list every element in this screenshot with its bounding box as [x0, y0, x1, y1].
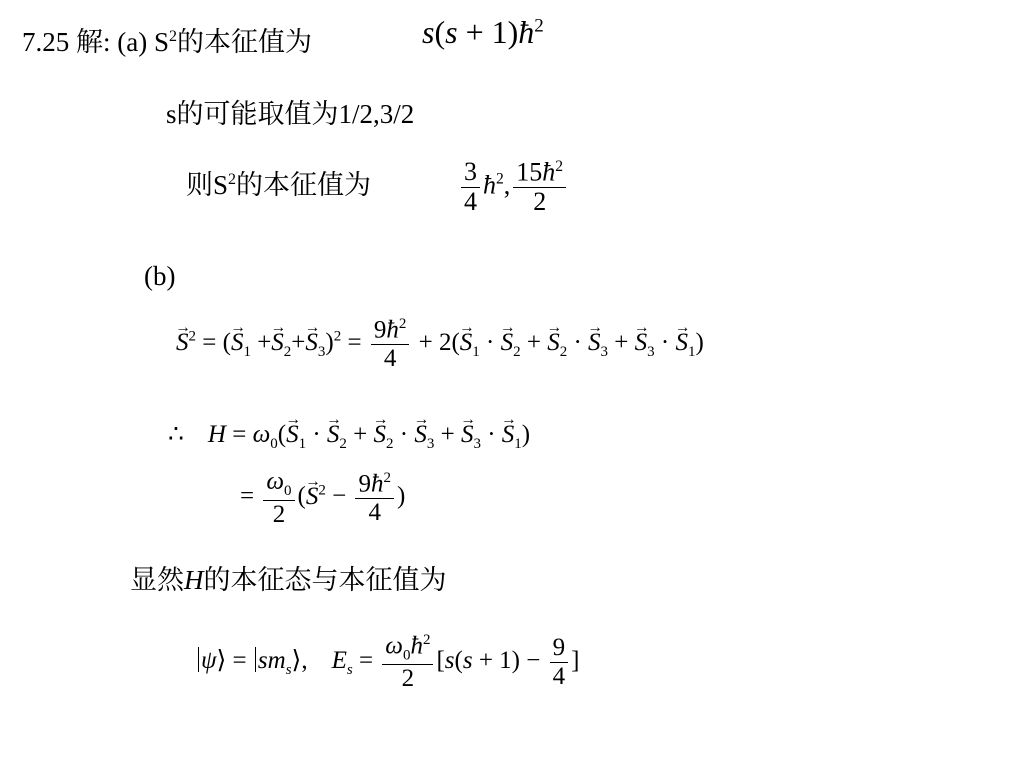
problem-number: 7.25 [22, 27, 70, 57]
line-2 [166, 101, 414, 128]
equation-s-total: → $S^2$ = (→ $S_1 +\to S_2+\to S_3)^2$ = $\frac{9ħ^2}{4}$ + $2(\to S_1$ · → $S_2$ + → $S_2$ · → $S_3$ + → $S_3$ · → $S_1$) [176, 316, 704, 372]
then-prefix: 则 [186, 170, 213, 200]
solution-label: 解: [76, 27, 111, 57]
equation-eigenstates: ψ⟩ = $sm_s⟩$, $E_s$ = $\frac{\omega_0ħ^2}{2}$ [s(s + 1) − $\frac{9}{4}$ ] [196, 632, 579, 692]
eigen-text-2: 的本征值为 [236, 170, 372, 200]
line-1 [22, 29, 312, 56]
equation-hamiltonian-simplified: = $\frac{\omega_0}{2}$ (→ $S^2$ − $\frac{9ħ^2}{4}$ ) [240, 468, 405, 528]
conclusion-prefix: 显然 [130, 565, 184, 595]
s-squared-base-2: S [213, 170, 229, 200]
conclusion-line [130, 567, 447, 594]
h-symbol: H [184, 565, 204, 595]
s-squared-exp-2: 2 [228, 171, 237, 188]
eigen-text: 的本征值为 [177, 27, 313, 57]
part-b-label: (b) [144, 261, 176, 291]
s-squared-base: S [153, 27, 170, 57]
part-a-label: (a) [117, 27, 148, 57]
possible-values: 1/2,3/2 [338, 99, 415, 129]
equation-hamiltonian: ∴ $H = \omega_0(\to S_1$ · → $S_2$ + → $S_2$ · → $S_3$ + → $S_3$ · → $S_1$) [168, 422, 530, 452]
line-3 [186, 172, 371, 199]
s-squared-exp: 2 [169, 28, 178, 45]
possible-values-prefix: s的可能取值为 [166, 99, 339, 129]
formula-a: $s(s + 1)ħ^2$ [422, 14, 544, 50]
conclusion-suffix: 的本征态与本征值为 [203, 565, 447, 595]
formula-s2-eigenvalues: $\frac{3}{4}$ $ħ^2$, $\frac{15ħ^2}{2}$ [458, 158, 569, 217]
